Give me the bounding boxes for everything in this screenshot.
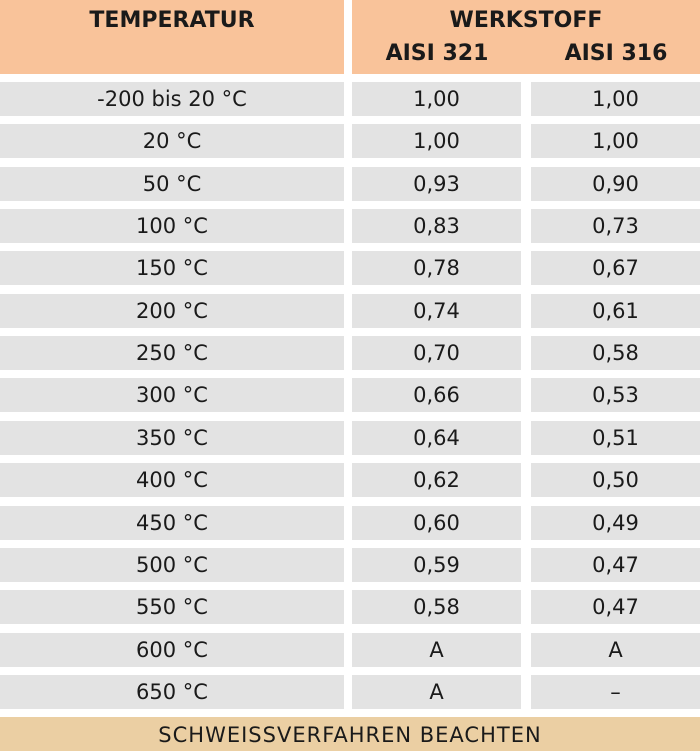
aisi-321-value-cell: 0,58 [352,590,521,624]
table-row [0,590,700,624]
material-column-header-aisi-316: AISI 316 [564,41,668,66]
aisi-321-value-cell: 0,74 [352,294,521,328]
aisi-321-value-cell: 0,64 [352,421,521,455]
temperature-cell: -200 bis 20 °C [0,82,344,116]
table-row [0,378,700,412]
temperature-cell: 600 °C [0,633,344,667]
aisi-316-value-cell: 0,49 [531,506,700,540]
header-material [352,0,700,74]
temperature-cell: 550 °C [0,590,344,624]
table-row [0,167,700,201]
table-row [0,294,700,328]
aisi-321-value-cell: 1,00 [352,82,521,116]
temperature-cell: 250 °C [0,336,344,370]
aisi-316-value-cell: 0,61 [531,294,700,328]
table-row [0,633,700,667]
aisi-316-value-cell: 0,47 [531,548,700,582]
temperature-column-header: TEMPERATUR [89,8,255,33]
aisi-321-value-cell: 0,70 [352,336,521,370]
table-row [0,675,700,709]
aisi-316-value-cell: 0,53 [531,378,700,412]
aisi-316-value-cell: 0,51 [531,421,700,455]
aisi-321-value-cell: 0,62 [352,463,521,497]
aisi-316-value-cell: 1,00 [531,82,700,116]
aisi-316-value-cell: 0,58 [531,336,700,370]
aisi-316-value-cell: 0,67 [531,251,700,285]
aisi-316-value-cell: A [531,633,700,667]
aisi-316-value-cell: 0,47 [531,590,700,624]
aisi-321-value-cell: 0,60 [352,506,521,540]
aisi-321-value-cell: 0,66 [352,378,521,412]
temperature-cell: 300 °C [0,378,344,412]
aisi-321-value-cell: 0,83 [352,209,521,243]
table-row [0,336,700,370]
material-group-header: WERKSTOFF [449,8,603,33]
table-row [0,506,700,540]
aisi-321-value-cell: 1,00 [352,124,521,158]
temperature-cell: 150 °C [0,251,344,285]
material-column-header-aisi-321: AISI 321 [385,41,489,66]
temperature-cell: 400 °C [0,463,344,497]
aisi-316-value-cell: 0,90 [531,167,700,201]
table-row [0,209,700,243]
table-row [0,82,700,116]
temperature-cell: 350 °C [0,421,344,455]
table-row [0,463,700,497]
temperature-cell: 20 °C [0,124,344,158]
aisi-321-value-cell: 0,93 [352,167,521,201]
temperature-cell: 450 °C [0,506,344,540]
temperature-cell: 50 °C [0,167,344,201]
table-row [0,548,700,582]
aisi-321-value-cell: 0,59 [352,548,521,582]
temperature-cell: 100 °C [0,209,344,243]
aisi-321-value-cell: 0,78 [352,251,521,285]
table-row [0,421,700,455]
aisi-321-value-cell: A [352,675,521,709]
table-row [0,124,700,158]
table-row [0,251,700,285]
header-temperature [0,0,344,74]
temperature-cell: 500 °C [0,548,344,582]
footer-note: SCHWEISSVERFAHREN BEACHTEN [0,717,700,751]
temperature-cell: 650 °C [0,675,344,709]
temperature-cell: 200 °C [0,294,344,328]
aisi-316-value-cell: 0,50 [531,463,700,497]
aisi-316-value-cell: – [531,675,700,709]
aisi-316-value-cell: 1,00 [531,124,700,158]
aisi-321-value-cell: A [352,633,521,667]
aisi-316-value-cell: 0,73 [531,209,700,243]
